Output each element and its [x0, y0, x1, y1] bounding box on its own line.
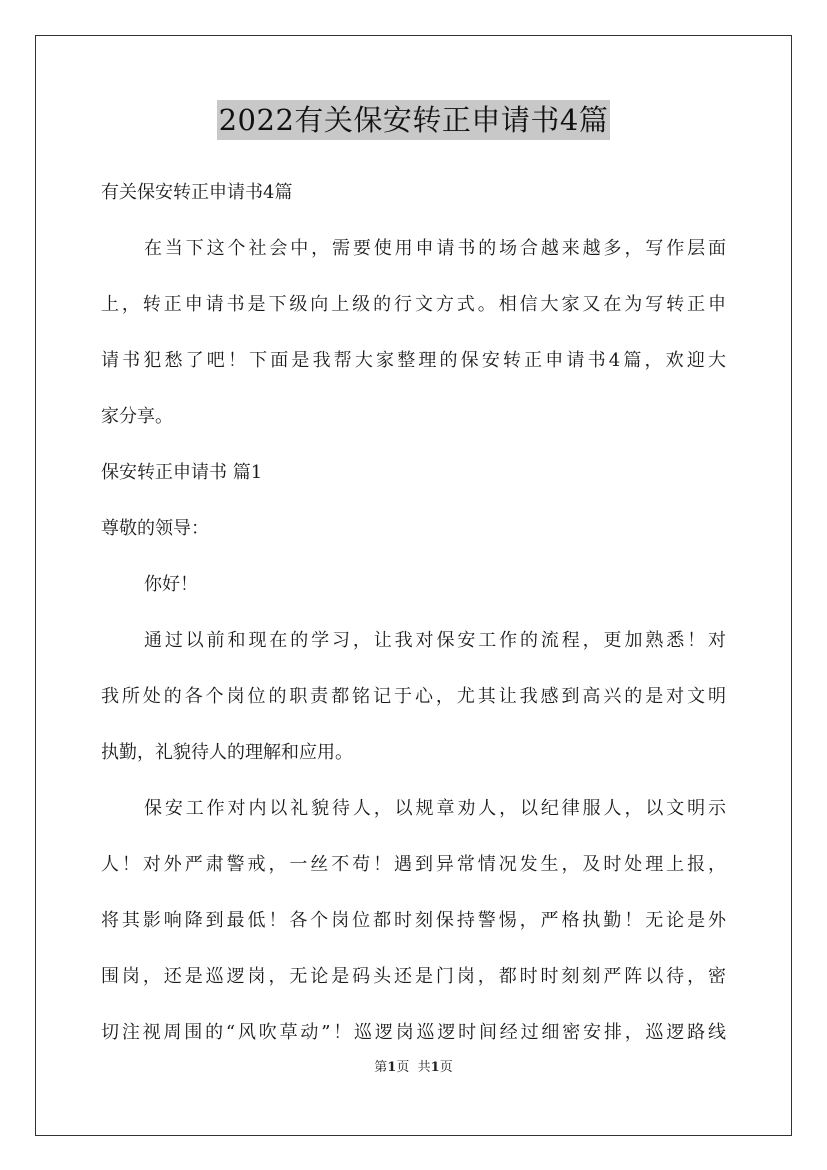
footer-page-number: 1 [387, 1060, 397, 1075]
text-line: 通过以前和现在的学习，让我对保安工作的流程，更加熟悉！对 [144, 630, 726, 651]
text-line: 保安工作对内以礼貌待人，以规章劝人，以纪律服人，以文明示 [144, 798, 726, 819]
text-line: 家分享。 [101, 406, 173, 427]
text-line: 保安转正申请书 篇1 [101, 462, 263, 483]
text-line: 上，转正申请书是下级向上级的行文方式。相信大家又在为写转正申 [101, 294, 726, 315]
text-line: 切注视周围的“风吹草动”！巡逻岗巡逻时间经过细密安排，巡逻路线 [101, 1022, 726, 1043]
document-body [101, 165, 726, 1061]
text-line: 人！对外严肃警戒，一丝不苟！遇到异常情况发生，及时处理上报， [101, 854, 726, 875]
text-line: 执勤，礼貌待人的理解和应用。 [101, 742, 353, 763]
text-line: 围岗，还是巡逻岗，无论是码头还是门岗，都时时刻刻严阵以待，密 [101, 966, 726, 987]
text-line: 你好！ [144, 574, 198, 595]
footer-total-suffix: 页 [439, 1060, 453, 1075]
footer-page-suffix: 页 [396, 1060, 410, 1075]
title-container [0, 100, 827, 140]
text-line: 请书犯愁了吧！下面是我帮大家整理的保安转正申请书4篇，欢迎大 [101, 350, 726, 371]
page-footer [0, 1056, 827, 1075]
document-title: 2022有关保安转正申请书4篇 [217, 100, 611, 140]
text-line: 我所处的各个岗位的职责都铭记于心，尤其让我感到高兴的是对文明 [101, 686, 726, 707]
text-line: 将其影响降到最低！各个岗位都时刻保持警惕，严格执勤！无论是外 [101, 910, 726, 931]
footer-page-prefix: 第 [374, 1060, 388, 1075]
text-line: 有关保安转正申请书4篇 [101, 182, 293, 203]
footer-total-number: 1 [430, 1060, 440, 1075]
footer-total-prefix: 共 [417, 1060, 431, 1075]
text-line: 在当下这个社会中，需要使用申请书的场合越来越多，写作层面 [144, 238, 726, 259]
text-line: 尊敬的领导： [101, 518, 209, 539]
